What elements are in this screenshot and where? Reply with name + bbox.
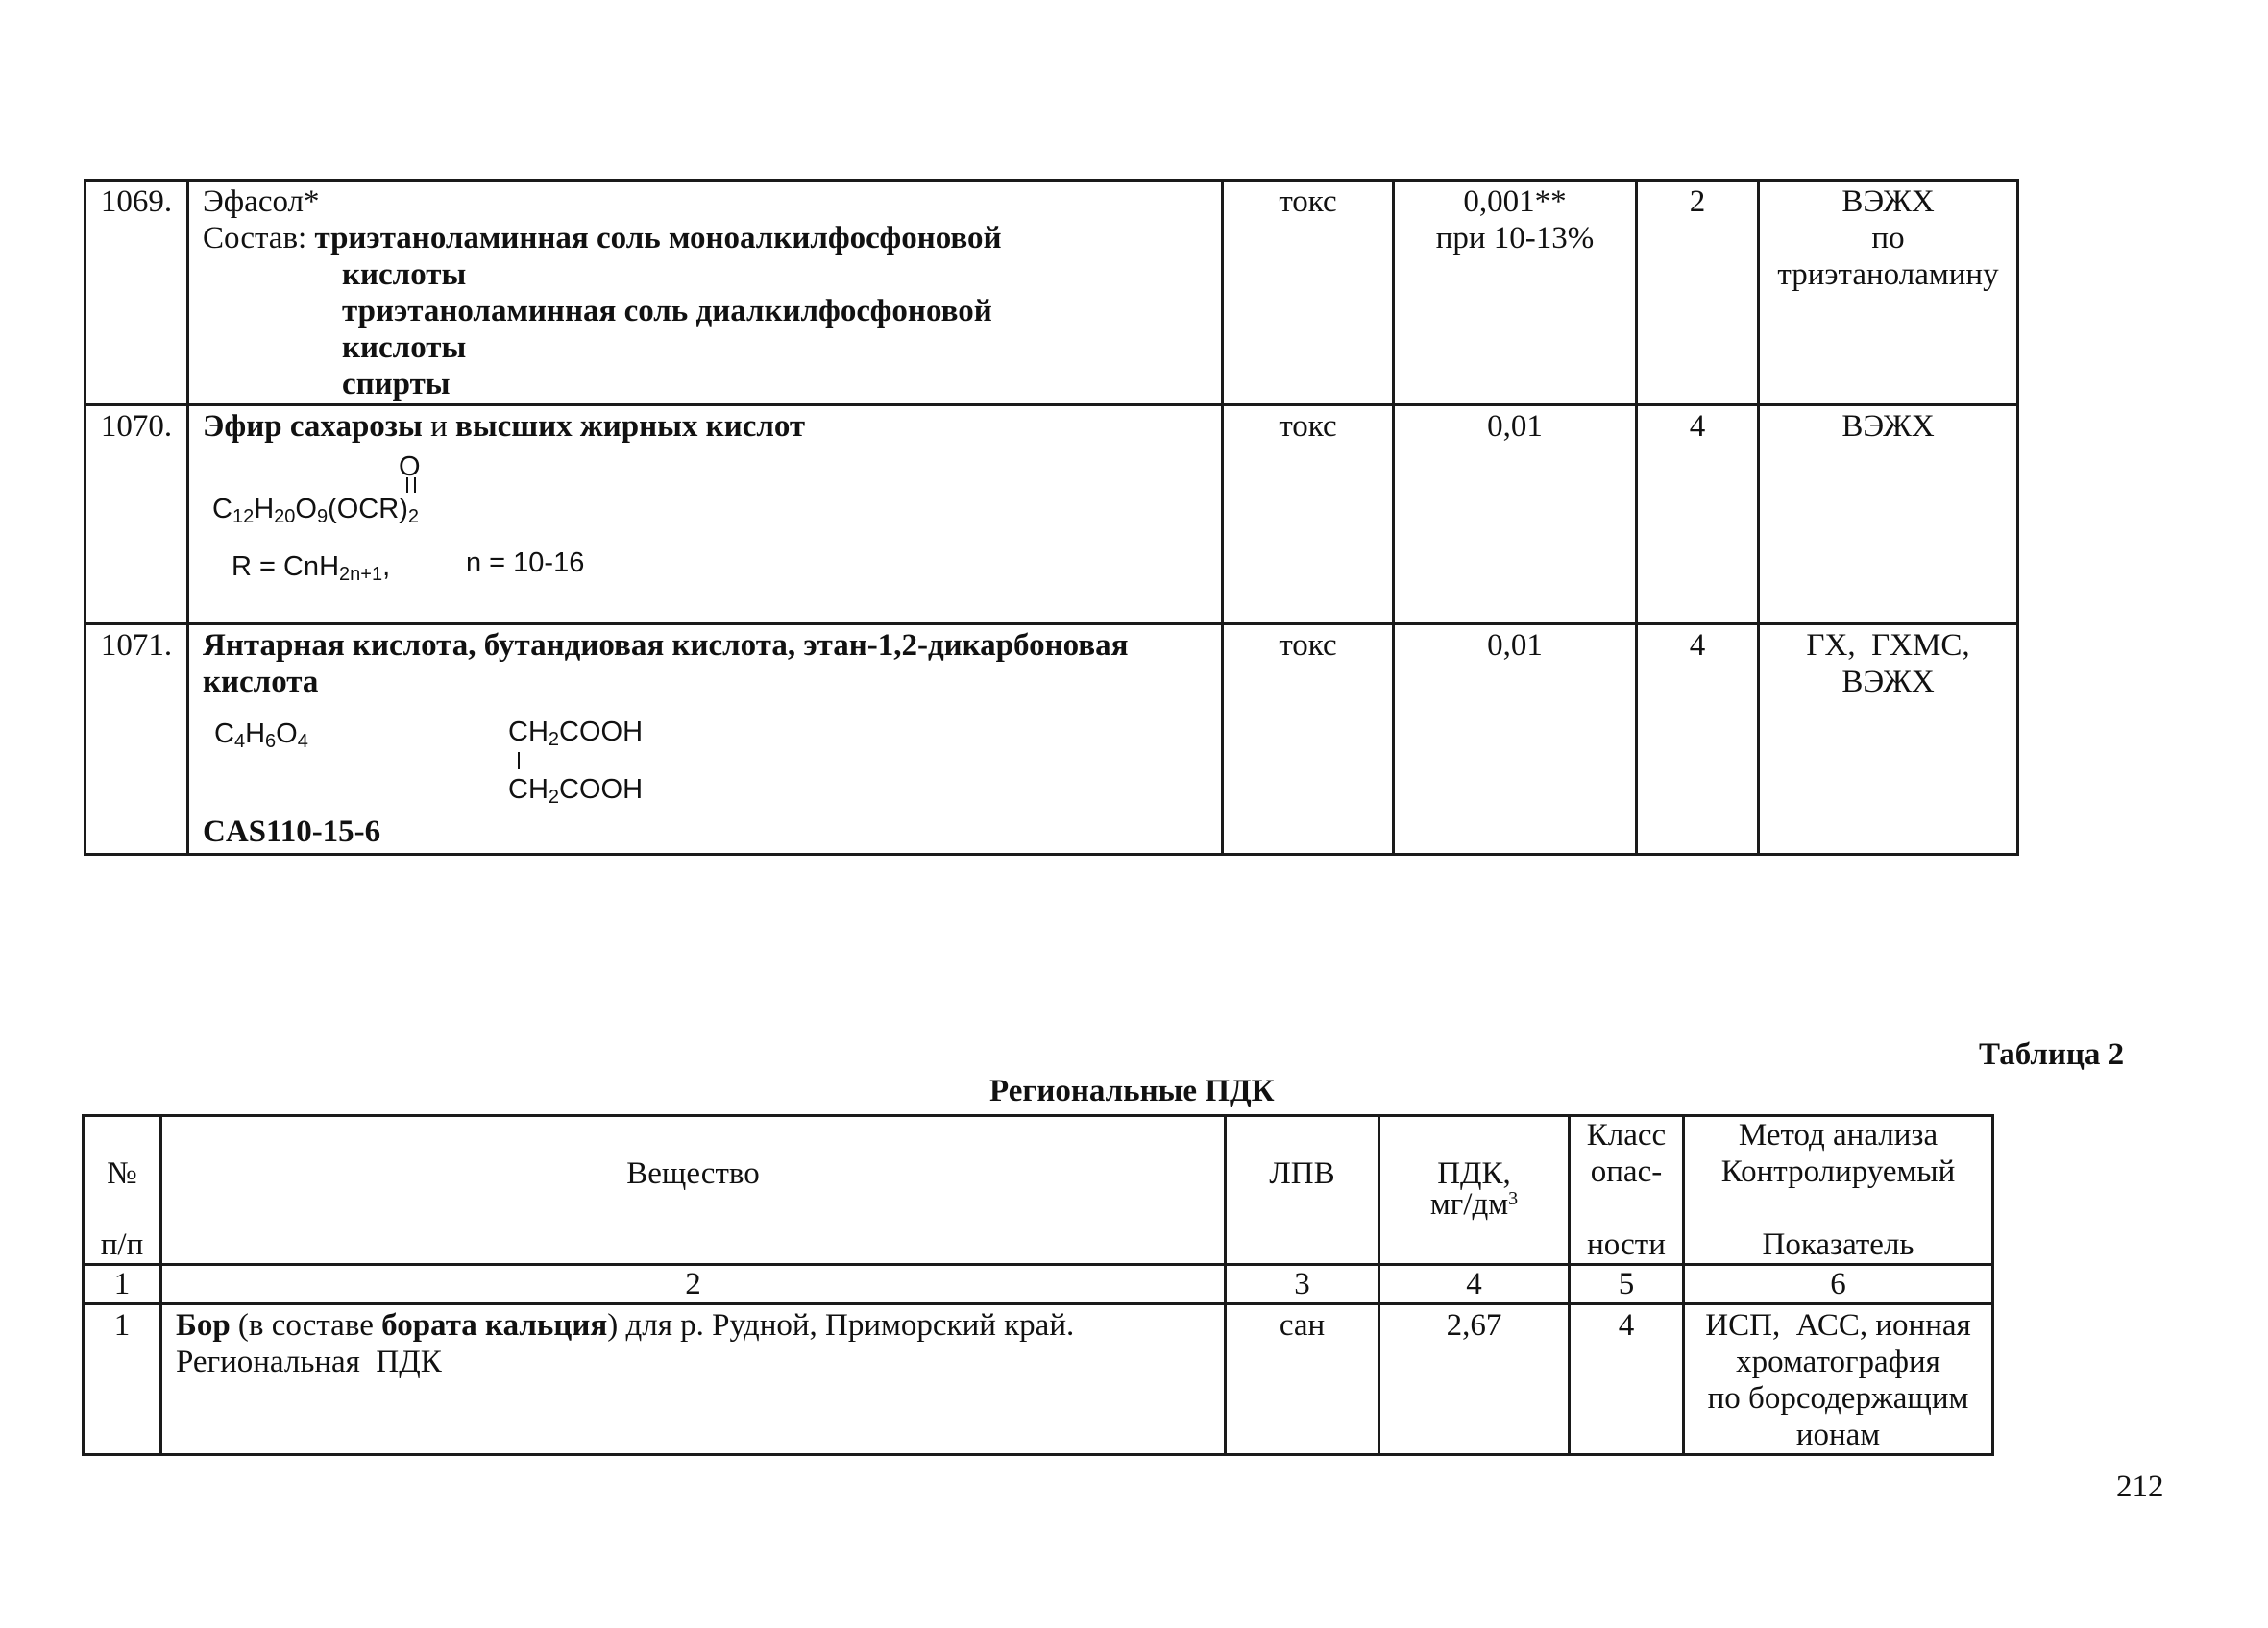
name-part: и: [422, 409, 455, 444]
column-number: 3: [1226, 1265, 1379, 1304]
method-header-line: Контролируемый: [1720, 1154, 1956, 1189]
table-caption: Региональные ПДК: [989, 1074, 1275, 1108]
pdk-header-line: ПДК,: [1437, 1156, 1511, 1191]
method-header-line: Показатель: [1762, 1227, 1914, 1262]
molecular-formula: $C_4H_6O_4$: [214, 718, 308, 752]
method-line: ГХ, ГХМС,: [1806, 628, 1970, 663]
substance-name: [203, 408, 1211, 445]
lpv-cell: токс: [1223, 181, 1394, 405]
substance-line: Региональная ПДК: [176, 1345, 442, 1379]
structural-formula: [203, 449, 1211, 585]
method-cell: [1759, 624, 2018, 855]
method-line: по борсодержащим: [1707, 1381, 1969, 1416]
pdk-unit-sup: 3: [1508, 1188, 1519, 1209]
cas-number: CAS110-15-6: [203, 814, 381, 849]
class-cell: 2: [1637, 181, 1759, 405]
table-row: [85, 181, 2018, 405]
pdk-cell: 0,01: [1394, 624, 1637, 855]
table-title: Таблица 2: [1979, 1037, 2125, 1072]
table-row: [84, 1304, 1993, 1455]
struct-bottom: $CH_2COOH$: [508, 774, 644, 808]
formula-oxygen: O: [399, 451, 421, 482]
struct-top: $CH_2COOH$: [508, 717, 644, 750]
lpv-cell: токс: [1223, 405, 1394, 624]
lpv-header: ЛПВ: [1226, 1116, 1379, 1265]
num-header-top: №: [107, 1156, 137, 1191]
class-header: [1570, 1116, 1684, 1265]
pdk-note: при 10-13%: [1435, 221, 1595, 255]
substance-cell: [188, 181, 1223, 405]
lpv-cell: токс: [1223, 624, 1394, 855]
column-number: 2: [161, 1265, 1226, 1304]
structural-formula: [203, 700, 1211, 814]
row-number: 1070.: [85, 405, 188, 624]
single-bond: [518, 752, 520, 769]
method-header-line: Метод анализа: [1738, 1118, 1939, 1153]
class-header-line: ности: [1587, 1227, 1666, 1262]
pdk-cell: 2,67: [1379, 1304, 1570, 1455]
component-2: триэтаноламинная соль диалкилфосфоновой: [342, 294, 992, 328]
component-3: спирты: [342, 367, 451, 401]
method-line: хроматография: [1736, 1345, 1940, 1379]
pdk-value: 0,001**: [1463, 184, 1567, 219]
column-number: 4: [1379, 1265, 1570, 1304]
substance-part: бората кальция: [381, 1308, 608, 1343]
method-line: ВЭЖХ: [1841, 665, 1935, 699]
column-number: 1: [84, 1265, 161, 1304]
column-number: 6: [1684, 1265, 1993, 1304]
regional-pdk-table: [82, 1114, 1994, 1456]
column-number: 5: [1570, 1265, 1684, 1304]
formula-main: $C_{12}H_{20}O_9(OCR)_2$: [212, 494, 419, 527]
composition-label: Состав:: [203, 221, 307, 255]
pdk-unit: мг/дм: [1429, 1187, 1509, 1222]
header-row: [84, 1116, 1993, 1265]
class-header-line: опас-: [1590, 1154, 1663, 1189]
component-1: триэтаноламинная соль моноалкилфосфоновой: [314, 221, 1002, 255]
substance-line: [176, 1307, 1214, 1344]
table-row: [85, 624, 2018, 855]
page-number: 212: [2116, 1470, 2164, 1504]
method-header: [1684, 1116, 1993, 1265]
formula-n: n = 10-16: [466, 547, 585, 578]
component-1-cont: кислоты: [342, 257, 467, 292]
name-part: Эфир сахарозы: [203, 409, 423, 444]
pdk-header: [1379, 1116, 1570, 1265]
method-line: по: [1871, 221, 1905, 255]
method-cell: [1759, 181, 2018, 405]
substance-part: Бор: [176, 1308, 231, 1343]
substance-part: (в составе: [230, 1308, 382, 1343]
lpv-cell: сан: [1226, 1304, 1379, 1455]
num-header-bottom: п/п: [100, 1227, 144, 1262]
pdk-cell: 0,01: [1394, 405, 1637, 624]
class-cell: 4: [1637, 405, 1759, 624]
substance-name: Янтарная кислота, бутандиовая кислота, этан-1,2-дикарбоновая кислота: [203, 628, 1129, 699]
class-cell: 4: [1637, 624, 1759, 855]
row-number: 1: [84, 1304, 161, 1455]
method-line: ИСП, АСС, ионная: [1705, 1308, 1971, 1343]
class-header-line: Класс: [1586, 1118, 1667, 1153]
method-cell: ВЭЖХ: [1759, 405, 2018, 624]
column-number-row: [84, 1265, 1993, 1304]
pdk-header-unit: [1380, 1187, 1568, 1222]
substance-header: Вещество: [161, 1116, 1226, 1265]
substance-part: ) для р. Рудной, Приморский край.: [607, 1308, 1075, 1343]
method-line: ВЭЖХ: [1841, 184, 1935, 219]
substances-table: [84, 179, 2019, 856]
composition-line: [203, 220, 1211, 256]
pdk-cell: [1394, 181, 1637, 405]
method-line: ионам: [1795, 1418, 1881, 1452]
method-cell: [1684, 1304, 1993, 1455]
substance-name: Эфасол*: [203, 184, 320, 219]
substance-cell: [161, 1304, 1226, 1455]
formula-r: R = CnH$_{2n+1}$,: [232, 551, 391, 585]
num-header: [84, 1116, 161, 1265]
method-line: триэтаноламину: [1777, 257, 1999, 292]
row-number: 1071.: [85, 624, 188, 855]
row-number: 1069.: [85, 181, 188, 405]
substance-cell: [188, 624, 1223, 855]
component-2-cont: кислоты: [342, 330, 467, 365]
table-row: [85, 405, 2018, 624]
substance-cell: [188, 405, 1223, 624]
name-part: высших жирных кислот: [455, 409, 806, 444]
class-cell: 4: [1570, 1304, 1684, 1455]
